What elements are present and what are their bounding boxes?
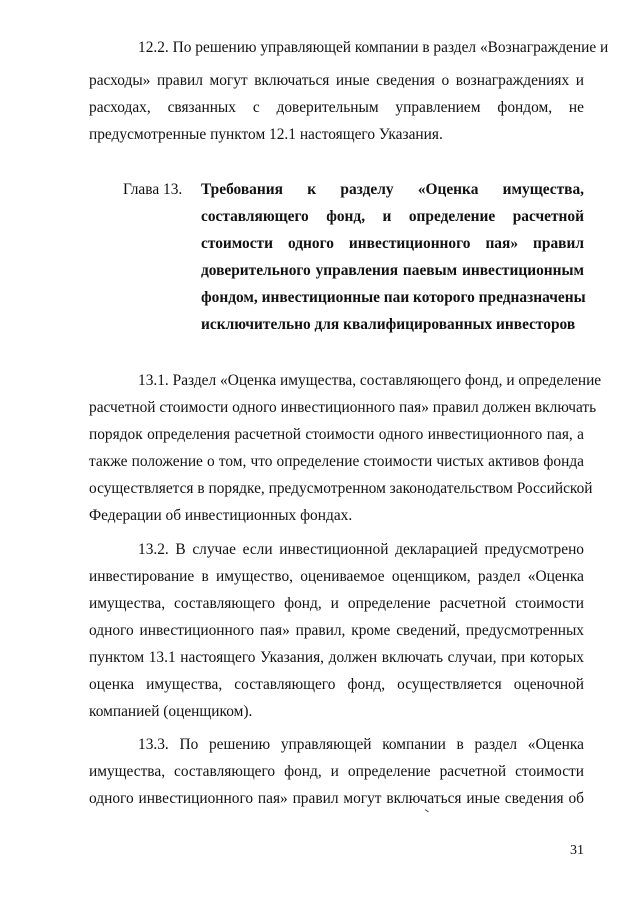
paragraph-line: имущества, составляющего фонд, и определение расчетной стоимости	[89, 595, 584, 612]
scan-mark	[423, 809, 429, 815]
paragraph-line: компанией (оценщиком).	[89, 703, 253, 720]
paragraph-line: одного инвестиционного пая» правил могут включаться иные сведения об	[89, 790, 584, 807]
paragraph-line: 13.2. В случае если инвестиционной декларацией предусмотрено	[138, 541, 584, 558]
page-number: 31	[570, 843, 584, 858]
paragraph-line: Федерации об инвестиционных фондах.	[89, 507, 353, 524]
paragraph-line: 13.3. По решению управляющей компании в раздел «Оценка	[138, 736, 584, 753]
paragraph-line: 12.2. По решению управляющей компании в раздел «Вознаграждение и	[138, 39, 609, 56]
paragraph-line: одного инвестиционного пая» правил, кроме сведений, предусмотренных	[89, 622, 584, 639]
paragraph-line: пунктом 13.1 настоящего Указания, должен включать случаи, при которых	[89, 649, 584, 666]
paragraph-line: осуществляется в порядке, предусмотренном законодательством Российской	[89, 480, 593, 497]
chapter-title-line: Требования к разделу «Оценка имущества,	[201, 181, 584, 198]
chapter-title-line: доверительного управления паевым инвестиционным	[201, 262, 584, 279]
chapter-title-line: стоимости одного инвестиционного пая» правил	[201, 235, 584, 252]
paragraph-line: расходы» правил могут включаться иные сведения о вознаграждениях и	[89, 72, 584, 89]
paragraph-line: имущества, составляющего фонд, и определение расчетной стоимости	[89, 763, 584, 780]
chapter-title-line: составляющего фонд, и определение расчетной	[201, 208, 584, 225]
paragraph-line: порядок определения расчетной стоимости одного инвестиционного пая, а	[89, 426, 584, 443]
paragraph-line: предусмотренные пунктом 12.1 настоящего Указания.	[89, 126, 443, 143]
paragraph-line: 13.1. Раздел «Оценка имущества, составляющего фонд, и определение	[138, 372, 602, 389]
chapter-title-line: фондом, инвестиционные паи которого предназначены	[201, 289, 586, 306]
paragraph-line: также положение о том, что определение стоимости чистых активов фонда	[89, 453, 584, 470]
chapter-title-line: исключительно для квалифицированных инвесторов	[201, 316, 576, 333]
paragraph-line: расходах, связанных с доверительным управлением фондом, не	[89, 99, 584, 116]
paragraph-line: инвестирование в имущество, оцениваемое оценщиком, раздел «Оценка	[89, 568, 584, 585]
chapter-number: Глава 13.	[123, 181, 183, 198]
paragraph-line: оценка имущества, составляющего фонд, осуществляется оценочной	[89, 676, 584, 693]
paragraph-line: расчетной стоимости одного инвестиционного пая» правил должен включать	[89, 399, 597, 416]
